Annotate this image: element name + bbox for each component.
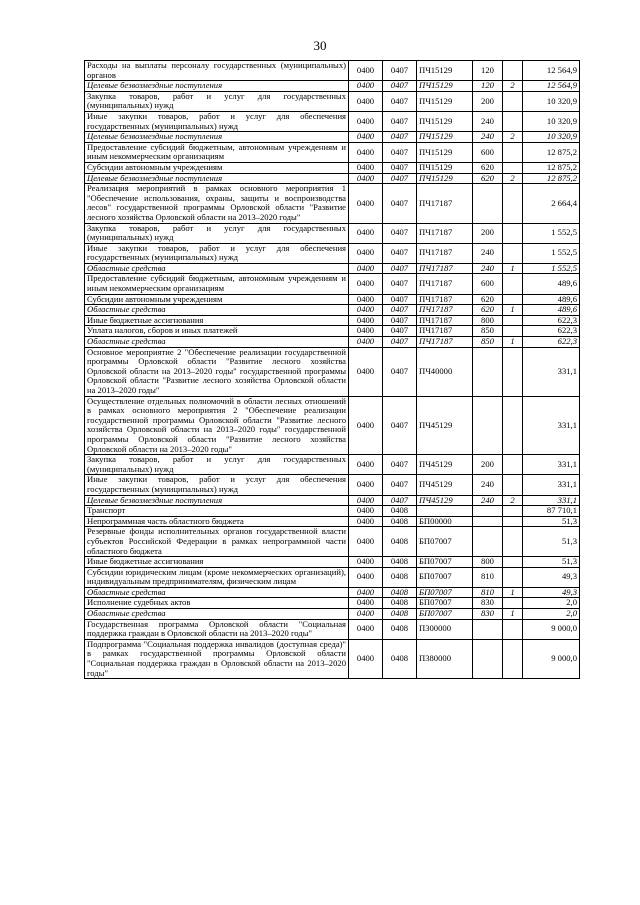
table-row (85, 587, 580, 598)
table-row (85, 639, 580, 678)
table-row (85, 516, 580, 527)
row-name: Областные средства (85, 587, 349, 598)
row-amount: 622,3 (523, 326, 580, 337)
row-amount: 51,3 (523, 557, 580, 568)
table-row (85, 619, 580, 639)
row-funding-source (503, 639, 523, 678)
row-subsection-code: 0407 (383, 337, 417, 348)
row-funding-source (503, 326, 523, 337)
row-funding-source (503, 347, 523, 396)
row-expense-type: 620 (473, 305, 503, 316)
row-amount: 49,3 (523, 567, 580, 587)
row-subsection-code: 0407 (383, 81, 417, 92)
row-subsection-code: 0407 (383, 223, 417, 243)
row-target-article: ПЧ17187 (417, 274, 473, 294)
row-section-code: 0400 (349, 81, 383, 92)
row-name: Целевые безвозмездные поступления (85, 132, 349, 143)
row-amount: 622,3 (523, 337, 580, 348)
row-funding-source (503, 527, 523, 557)
table-row (85, 132, 580, 143)
row-funding-source: 2 (503, 173, 523, 184)
row-name: Закупка товаров, работ и услуг для государственных (муниципальных) нужд (85, 455, 349, 475)
row-expense-type (473, 396, 503, 455)
row-funding-source (503, 162, 523, 173)
row-section-code: 0400 (349, 495, 383, 506)
table-row (85, 173, 580, 184)
row-target-article: ПЧ15129 (417, 111, 473, 131)
table-row (85, 326, 580, 337)
row-subsection-code: 0407 (383, 162, 417, 173)
row-expense-type: 120 (473, 81, 503, 92)
row-funding-source (503, 243, 523, 263)
row-target-article: ПЧ17187 (417, 184, 473, 223)
row-section-code: 0400 (349, 516, 383, 527)
row-target-article: ПЧ17187 (417, 326, 473, 337)
row-section-code: 0400 (349, 598, 383, 609)
row-subsection-code: 0408 (383, 639, 417, 678)
row-section-code: 0400 (349, 326, 383, 337)
row-expense-type: 830 (473, 609, 503, 620)
row-subsection-code: 0407 (383, 263, 417, 274)
row-section-code: 0400 (349, 396, 383, 455)
row-expense-type (473, 506, 503, 517)
row-subsection-code: 0407 (383, 475, 417, 495)
row-subsection-code: 0407 (383, 173, 417, 184)
row-subsection-code: 0407 (383, 184, 417, 223)
row-subsection-code: 0407 (383, 61, 417, 81)
row-amount: 51,3 (523, 516, 580, 527)
row-section-code: 0400 (349, 263, 383, 274)
row-amount: 12 564,9 (523, 81, 580, 92)
row-expense-type: 810 (473, 587, 503, 598)
table-row (85, 243, 580, 263)
row-amount: 489,6 (523, 274, 580, 294)
row-section-code: 0400 (349, 455, 383, 475)
row-expense-type: 800 (473, 315, 503, 326)
table-row (85, 527, 580, 557)
row-funding-source (503, 61, 523, 81)
row-section-code: 0400 (349, 527, 383, 557)
row-name: Закупка товаров, работ и услуг для государственных (муниципальных) нужд (85, 91, 349, 111)
row-amount: 9 000,0 (523, 619, 580, 639)
row-section-code: 0400 (349, 111, 383, 131)
row-target-article: БП07007 (417, 587, 473, 598)
table-row (85, 337, 580, 348)
row-name: Областные средства (85, 337, 349, 348)
table-row (85, 315, 580, 326)
table-row (85, 61, 580, 81)
row-expense-type: 240 (473, 475, 503, 495)
row-funding-source: 1 (503, 609, 523, 620)
row-subsection-code: 0407 (383, 142, 417, 162)
row-target-article: ПЧ45129 (417, 396, 473, 455)
row-section-code: 0400 (349, 243, 383, 263)
row-funding-source: 2 (503, 495, 523, 506)
row-section-code: 0400 (349, 557, 383, 568)
row-amount: 331,1 (523, 475, 580, 495)
row-section-code: 0400 (349, 337, 383, 348)
row-name: Осуществление отдельных полномочий в области лесных отношений в рамках основного мероприятия 2 "Обеспечение реализации государственной программы Орловской области "Развитие лесного хозяйства Орловской области на 2013–2020 годы" государственной программы Орловской области "Развитие лесного хозяйства Орловской области на 2013–2020 годы" (85, 396, 349, 455)
row-funding-source (503, 598, 523, 609)
row-name: Основное мероприятие 2 "Обеспечение реализации государственной программы Орловской области "Развитие лесного хозяйства Орловской области на 2013–2020 годы" государственной программы Орловской области "Развитие лесного хозяйства Орловской области на 2013–2020 годы" (85, 347, 349, 396)
row-target-article: ПЧ17187 (417, 315, 473, 326)
row-amount: 9 000,0 (523, 639, 580, 678)
row-funding-source (503, 475, 523, 495)
row-funding-source (503, 619, 523, 639)
row-subsection-code: 0407 (383, 132, 417, 143)
row-target-article: ПЧ15129 (417, 162, 473, 173)
row-amount: 12 564,9 (523, 61, 580, 81)
row-name: Закупка товаров, работ и услуг для государственных (муниципальных) нужд (85, 223, 349, 243)
row-section-code: 0400 (349, 305, 383, 316)
row-section-code: 0400 (349, 162, 383, 173)
row-amount: 87 710,1 (523, 506, 580, 517)
row-section-code: 0400 (349, 61, 383, 81)
row-expense-type: 240 (473, 495, 503, 506)
row-expense-type (473, 639, 503, 678)
row-name: Резервные фонды исполнительных органов государственной власти субъектов Российской Федерации в рамках непрограммной части областного бюджета (85, 527, 349, 557)
row-name: Реализация мероприятий в рамках основного мероприятия 1 "Обеспечение использования, охраны, защиты и воспроизводства лесов" государственной программы Орловской области "Развитие лесного хозяйства Орловской области на 2013–2020 годы" (85, 184, 349, 223)
table-row (85, 184, 580, 223)
row-expense-type: 600 (473, 142, 503, 162)
row-name: Целевые безвозмездные поступления (85, 495, 349, 506)
row-target-article: БП07007 (417, 609, 473, 620)
row-funding-source: 1 (503, 337, 523, 348)
row-expense-type (473, 516, 503, 527)
row-target-article (417, 506, 473, 517)
row-funding-source (503, 557, 523, 568)
row-section-code: 0400 (349, 609, 383, 620)
row-subsection-code: 0408 (383, 587, 417, 598)
row-name: Непрограммная часть областного бюджета (85, 516, 349, 527)
row-section-code: 0400 (349, 619, 383, 639)
row-subsection-code: 0407 (383, 274, 417, 294)
row-name: Субсидии юридическим лицам (кроме некоммерческих организаций), индивидуальным предпринимателям, физическим лицам (85, 567, 349, 587)
table-row (85, 475, 580, 495)
row-expense-type: 240 (473, 111, 503, 131)
row-funding-source (503, 455, 523, 475)
row-expense-type (473, 347, 503, 396)
row-name: Целевые безвозмездные поступления (85, 81, 349, 92)
row-funding-source (503, 516, 523, 527)
row-subsection-code: 0408 (383, 506, 417, 517)
table-row (85, 294, 580, 305)
row-expense-type (473, 619, 503, 639)
row-section-code: 0400 (349, 315, 383, 326)
row-target-article: ПЧ17187 (417, 263, 473, 274)
row-target-article: П380000 (417, 639, 473, 678)
row-expense-type (473, 184, 503, 223)
row-amount: 2,0 (523, 609, 580, 620)
row-target-article: ПЧ45129 (417, 455, 473, 475)
row-subsection-code: 0407 (383, 347, 417, 396)
row-funding-source (503, 142, 523, 162)
row-funding-source (503, 567, 523, 587)
row-name: Иные закупки товаров, работ и услуг для обеспечения государственных (муниципальных) нужд (85, 475, 349, 495)
row-funding-source (503, 184, 523, 223)
row-target-article: БП07007 (417, 567, 473, 587)
row-amount: 489,6 (523, 294, 580, 305)
row-target-article: ПЧ17187 (417, 294, 473, 305)
table-row (85, 396, 580, 455)
table-body (85, 61, 580, 679)
row-expense-type: 830 (473, 598, 503, 609)
row-subsection-code: 0407 (383, 315, 417, 326)
table-row (85, 495, 580, 506)
row-section-code: 0400 (349, 475, 383, 495)
row-section-code: 0400 (349, 184, 383, 223)
row-subsection-code: 0407 (383, 326, 417, 337)
row-section-code: 0400 (349, 173, 383, 184)
row-amount: 1 552,5 (523, 223, 580, 243)
row-funding-source (503, 111, 523, 131)
row-funding-source: 1 (503, 587, 523, 598)
row-section-code: 0400 (349, 223, 383, 243)
row-section-code: 0400 (349, 347, 383, 396)
row-expense-type: 120 (473, 61, 503, 81)
table-row (85, 598, 580, 609)
row-funding-source: 2 (503, 132, 523, 143)
row-expense-type: 810 (473, 567, 503, 587)
row-expense-type: 200 (473, 455, 503, 475)
row-amount: 10 320,9 (523, 132, 580, 143)
row-funding-source: 1 (503, 305, 523, 316)
row-subsection-code: 0407 (383, 455, 417, 475)
row-funding-source (503, 315, 523, 326)
table-row (85, 162, 580, 173)
row-expense-type: 240 (473, 132, 503, 143)
row-amount: 2 664,4 (523, 184, 580, 223)
row-subsection-code: 0408 (383, 567, 417, 587)
row-subsection-code: 0408 (383, 598, 417, 609)
row-name: Иные закупки товаров, работ и услуг для обеспечения государственных (муниципальных) нужд (85, 243, 349, 263)
row-subsection-code: 0408 (383, 609, 417, 620)
row-expense-type: 200 (473, 91, 503, 111)
row-subsection-code: 0407 (383, 495, 417, 506)
row-amount: 489,6 (523, 305, 580, 316)
row-expense-type: 620 (473, 162, 503, 173)
row-section-code: 0400 (349, 294, 383, 305)
row-expense-type: 240 (473, 263, 503, 274)
row-target-article: ПЧ17187 (417, 223, 473, 243)
row-subsection-code: 0407 (383, 305, 417, 316)
table-row (85, 263, 580, 274)
row-name: Областные средства (85, 305, 349, 316)
row-funding-source: 2 (503, 81, 523, 92)
row-expense-type: 850 (473, 337, 503, 348)
row-amount: 12 875,2 (523, 173, 580, 184)
table-row (85, 274, 580, 294)
row-target-article: ПЧ40000 (417, 347, 473, 396)
row-amount: 12 875,2 (523, 162, 580, 173)
row-funding-source (503, 223, 523, 243)
row-amount: 49,3 (523, 587, 580, 598)
row-section-code: 0400 (349, 274, 383, 294)
row-funding-source (503, 294, 523, 305)
row-expense-type: 800 (473, 557, 503, 568)
row-subsection-code: 0408 (383, 516, 417, 527)
table-row (85, 91, 580, 111)
row-target-article: ПЧ15129 (417, 142, 473, 162)
row-amount: 51,3 (523, 527, 580, 557)
row-expense-type: 240 (473, 243, 503, 263)
row-amount: 10 320,9 (523, 111, 580, 131)
row-subsection-code: 0407 (383, 243, 417, 263)
row-subsection-code: 0408 (383, 527, 417, 557)
row-name: Областные средства (85, 609, 349, 620)
row-amount: 1 552,5 (523, 263, 580, 274)
row-section-code: 0400 (349, 567, 383, 587)
table-row (85, 609, 580, 620)
page-number: 30 (313, 38, 327, 53)
row-name: Предоставление субсидий бюджетным, автономным учреждениям и иным некоммерческим организациям (85, 274, 349, 294)
row-amount: 331,1 (523, 455, 580, 475)
row-section-code: 0400 (349, 142, 383, 162)
row-target-article: ПЧ15129 (417, 91, 473, 111)
row-name: Иные бюджетные ассигнования (85, 557, 349, 568)
row-target-article: ПЧ17187 (417, 305, 473, 316)
row-expense-type (473, 527, 503, 557)
row-funding-source: 1 (503, 263, 523, 274)
row-name: Исполнение судебных актов (85, 598, 349, 609)
table-row (85, 567, 580, 587)
row-amount: 12 875,2 (523, 142, 580, 162)
row-funding-source (503, 274, 523, 294)
row-target-article: ПЧ15129 (417, 132, 473, 143)
row-expense-type: 620 (473, 173, 503, 184)
row-amount: 331,1 (523, 347, 580, 396)
budget-table (84, 60, 580, 679)
row-amount: 331,1 (523, 495, 580, 506)
row-name: Субсидии автономным учреждениям (85, 162, 349, 173)
row-subsection-code: 0407 (383, 294, 417, 305)
row-amount: 10 320,9 (523, 91, 580, 111)
row-target-article: ПЧ15129 (417, 81, 473, 92)
row-subsection-code: 0407 (383, 91, 417, 111)
row-name: Областные средства (85, 263, 349, 274)
table-row (85, 455, 580, 475)
row-name: Государственная программа Орловской области "Социальная поддержка граждан в Орловской области на 2013–2020 годы" (85, 619, 349, 639)
row-target-article: ПЧ17187 (417, 243, 473, 263)
row-target-article: П300000 (417, 619, 473, 639)
table-row (85, 142, 580, 162)
row-target-article: БП07007 (417, 557, 473, 568)
row-target-article: БП00000 (417, 516, 473, 527)
row-section-code: 0400 (349, 132, 383, 143)
row-funding-source (503, 506, 523, 517)
row-name: Расходы на выплаты персоналу государственных (муниципальных) органов (85, 61, 349, 81)
row-target-article: ПЧ15129 (417, 173, 473, 184)
row-section-code: 0400 (349, 91, 383, 111)
row-name: Иные бюджетные ассигнования (85, 315, 349, 326)
row-section-code: 0400 (349, 506, 383, 517)
row-subsection-code: 0407 (383, 396, 417, 455)
row-target-article: ПЧ45129 (417, 475, 473, 495)
row-subsection-code: 0408 (383, 557, 417, 568)
row-expense-type: 200 (473, 223, 503, 243)
row-target-article: БП07007 (417, 598, 473, 609)
row-name: Целевые безвозмездные поступления (85, 173, 349, 184)
row-expense-type: 620 (473, 294, 503, 305)
row-target-article: ПЧ45129 (417, 495, 473, 506)
row-name: Уплата налогов, сборов и иных платежей (85, 326, 349, 337)
row-amount: 2,0 (523, 598, 580, 609)
table-row (85, 81, 580, 92)
row-amount: 622,3 (523, 315, 580, 326)
row-amount: 1 552,5 (523, 243, 580, 263)
table-row (85, 305, 580, 316)
row-target-article: ПЧ15129 (417, 61, 473, 81)
row-section-code: 0400 (349, 587, 383, 598)
row-name: Иные закупки товаров, работ и услуг для обеспечения государственных (муниципальных) нужд (85, 111, 349, 131)
row-subsection-code: 0408 (383, 619, 417, 639)
row-section-code: 0400 (349, 639, 383, 678)
row-name: Подпрограмма "Социальная поддержка инвалидов (доступная среда)" в рамках государственной программы Орловской области "Социальная поддержка граждан в Орловской области на 2013–2020 годы" (85, 639, 349, 678)
row-name: Предоставление субсидий бюджетным, автономным учреждениям и иным некоммерческим организациям (85, 142, 349, 162)
row-funding-source (503, 91, 523, 111)
table-row (85, 506, 580, 517)
row-funding-source (503, 396, 523, 455)
row-name: Транспорт (85, 506, 349, 517)
row-expense-type: 600 (473, 274, 503, 294)
table-row (85, 347, 580, 396)
table-row (85, 223, 580, 243)
table-row (85, 557, 580, 568)
row-expense-type: 850 (473, 326, 503, 337)
row-target-article: БП07007 (417, 527, 473, 557)
row-target-article: ПЧ17187 (417, 337, 473, 348)
row-name: Субсидии автономным учреждениям (85, 294, 349, 305)
row-amount: 331,1 (523, 396, 580, 455)
row-subsection-code: 0407 (383, 111, 417, 131)
table-row (85, 111, 580, 131)
